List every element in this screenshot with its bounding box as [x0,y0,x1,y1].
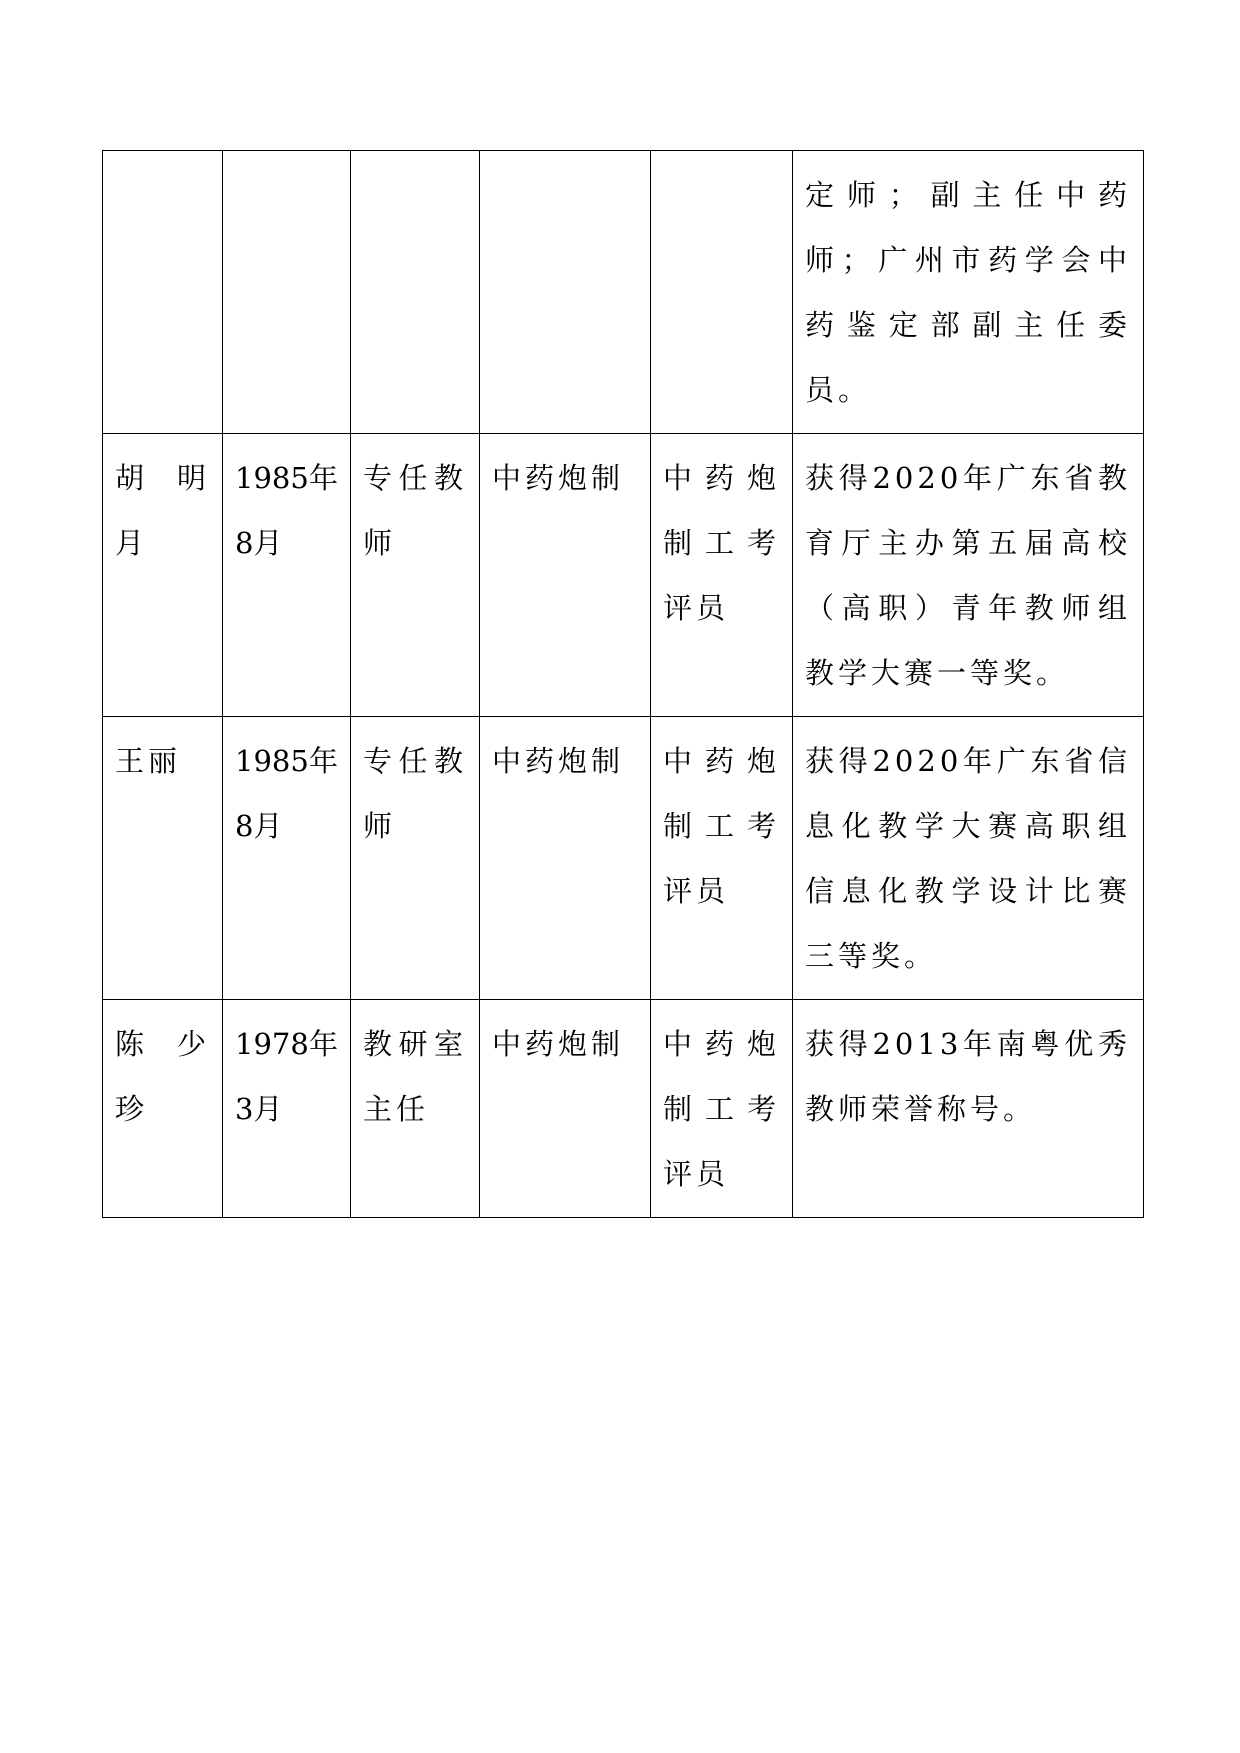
table-row [103,717,1144,1000]
qualification-cell: 中药炮制工考评员 [651,1000,793,1218]
position-cell: 专任教师 [351,434,480,717]
birth-cell: 1985年8月 [223,717,351,1000]
birth-cell: 1985年8月 [223,434,351,717]
staff-table [102,150,1144,1218]
honors-cell: 获得2013年南粤优秀教师荣誉称号。 [793,1000,1144,1218]
honors-cell: 获得2020年广东省教育厅主办第五届高校（高职）青年教师组教学大赛一等奖。 [793,434,1144,717]
table-row [103,151,1144,434]
subject-cell: 中药炮制 [480,434,651,717]
position-cell [351,151,480,434]
qualification-cell: 中药炮制工考评员 [651,434,793,717]
honors-cell: 定师；副主任中药师；广州市药学会中药鉴定部副主任委员。 [793,151,1144,434]
table-row [103,434,1144,717]
name-cell [103,151,223,434]
qualification-cell [651,151,793,434]
name-cell: 王丽 [103,717,223,1000]
honors-cell: 获得2020年广东省信息化教学大赛高职组信息化教学设计比赛三等奖。 [793,717,1144,1000]
subject-cell: 中药炮制 [480,1000,651,1218]
birth-cell: 1978年3月 [223,1000,351,1218]
name-cell: 胡明月 [103,434,223,717]
table-row [103,1000,1144,1218]
qualification-cell: 中药炮制工考评员 [651,717,793,1000]
birth-cell [223,151,351,434]
position-cell: 专任教师 [351,717,480,1000]
subject-cell [480,151,651,434]
name-cell: 陈少珍 [103,1000,223,1218]
subject-cell: 中药炮制 [480,717,651,1000]
position-cell: 教研室主任 [351,1000,480,1218]
